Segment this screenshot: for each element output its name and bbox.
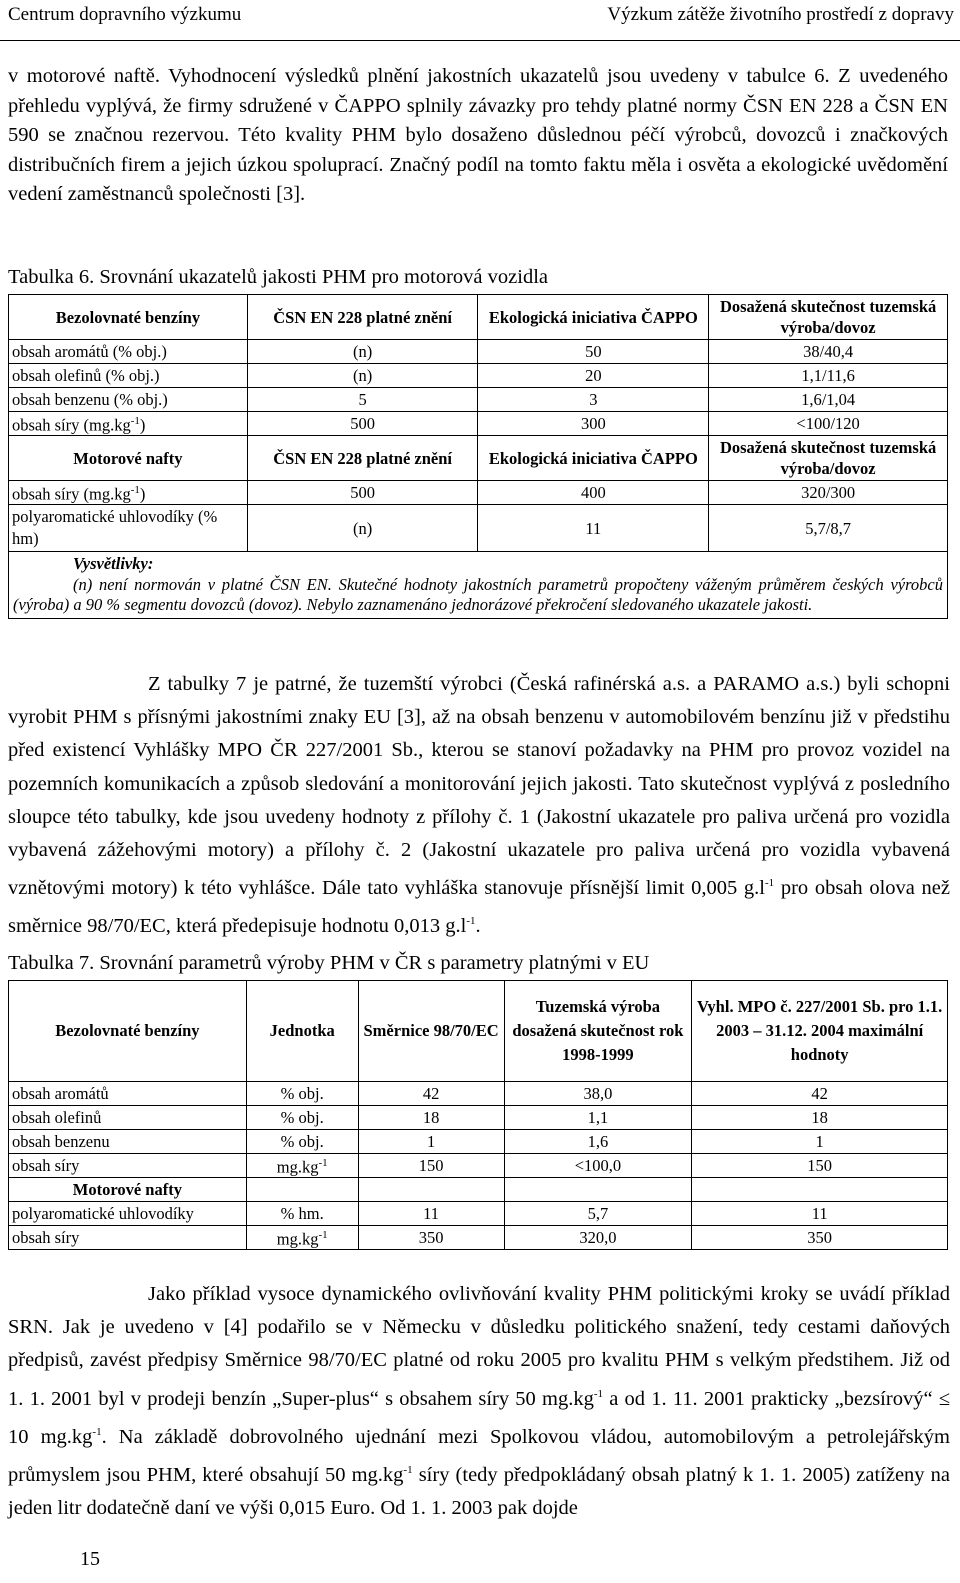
- table-row: [9, 1082, 948, 1106]
- table6-h1-2: Ekologická iniciativa ČAPPO: [478, 295, 709, 340]
- table7-header: [9, 981, 948, 1082]
- header-left: Centrum dopravního výzkumu: [8, 4, 242, 25]
- table-cell: <100/120: [709, 412, 948, 436]
- paragraph-3: [8, 1278, 950, 1525]
- cell-label-close: ): [139, 415, 146, 435]
- table-cell: 50: [478, 340, 709, 364]
- table-cell: obsah olefinů (% obj.): [9, 364, 248, 388]
- table-cell: 5,7: [504, 1202, 692, 1226]
- header-right: Výzkum zátěže životního prostředí z dopravy: [607, 4, 954, 25]
- table-cell: 350: [358, 1226, 504, 1250]
- text-run: .: [475, 915, 481, 938]
- superscript: -1: [318, 1229, 328, 1242]
- table-row: [9, 340, 948, 364]
- table-cell: obsah síry: [9, 1154, 247, 1178]
- text-run: Z tabulky 7 je patrné, že tuzemští výrobci (Česká rafinérská a.s. a PARAMO a.s.) byli schopni vyrobit PHM s přísnými jakostními znaky EU [3], až na obsah benzenu v automobilovém benzínu již v předstihu před existencí Vyhlášky MPO ČR 227/2001 Sb., kterou se stanoví požadavky na PHM pro provoz vozidel na pozemních komunikacích a způsob sledování a monitorování jejich jakosti. Tato skutečnost vyplývá z posledního sloupce této tabulky, kde jsou uvedeny hodnoty z přílohy č. 1 (Jakostní ukazatele pro paliva určená pro vozidla vybavená zážehovými motory) a přílohy č. 2 (Jakostní ukazatele pro paliva určená pro vozidla vybavená vznětovými motory) k této vyhlášce. Dále tato vyhláška stanovuje přísnější limit 0,005 g.l: [8, 673, 950, 900]
- paragraph-2: [8, 668, 950, 943]
- table-cell: 400: [478, 481, 709, 505]
- table-cell: Motorové nafty: [9, 1178, 247, 1202]
- table-cell: 38/40,4: [709, 340, 948, 364]
- table-cell: 1: [358, 1130, 504, 1154]
- table-cell: obsah aromátů (% obj.): [9, 340, 248, 364]
- superscript: -1: [130, 415, 140, 428]
- table-cell: 20: [478, 364, 709, 388]
- table-cell: [9, 552, 948, 619]
- table-row: [9, 1130, 948, 1154]
- table-cell: 42: [358, 1082, 504, 1106]
- table-cell: 1,1/11,6: [709, 364, 948, 388]
- intro-paragraph: v motorové naftě. Vyhodnocení výsledků plnění jakostních ukazatelů jsou uvedeny v tabulce 6. Z uvedeného přehledu vyplývá, že firmy sdružené v ČAPPO splnily závazky pro tehdy platné normy ČSN EN 228 a ČSN EN 590 se značnou rezervou. Této kvality PHM bylo dosaženo důslednou péčí výrobců, dovozců i značkových distribučních firem a jejich úzkou spoluprací. Značný podíl na tomto faktu měla i osvěta a ekologické uvědomění vedení zaměstnanců společnosti [3].: [8, 65, 948, 205]
- table-row: [9, 412, 948, 436]
- superscript: -1: [318, 1157, 328, 1170]
- table-cell: obsah benzenu: [9, 1130, 247, 1154]
- text-run: síry (tedy předpokládaný obsah platný k 1. 1. 2005) zatíženy na jeden litr dodatečně daní ve výši 0,015 Euro. Od 1. 1. 2003 pak dojde: [8, 1463, 951, 1519]
- table7: [8, 980, 948, 1250]
- table-cell: 500: [247, 412, 478, 436]
- table-cell: 150: [358, 1154, 504, 1178]
- table-cell: (n): [247, 364, 478, 388]
- table6-note: [9, 552, 948, 619]
- table-cell: 1: [692, 1130, 948, 1154]
- superscript: -1: [593, 1387, 603, 1400]
- note-title: Vysvětlivky:: [73, 554, 154, 573]
- table-row: [9, 481, 948, 505]
- table-cell: obsah aromátů: [9, 1082, 247, 1106]
- table-cell: [9, 412, 248, 436]
- cell-label-close: ): [139, 484, 146, 504]
- table-cell: Bezolovnaté benzíny: [9, 981, 247, 1082]
- text-run: pro obsah olova než směrnice 98/70/EC, která předepisuje hodnotu 0,013 g.l: [8, 877, 950, 938]
- table-cell: Vyhl. MPO č. 227/2001 Sb. pro 1.1. 2003 – 31.12. 2004 maximální hodnoty: [692, 981, 948, 1082]
- table-cell: 1,1: [504, 1106, 692, 1130]
- table-cell: 38,0: [504, 1082, 692, 1106]
- table6-caption: Tabulka 6. Srovnání ukazatelů jakosti PHM pro motorová vozidla: [8, 266, 548, 288]
- table-cell: 150: [692, 1154, 948, 1178]
- table-cell: [246, 1226, 358, 1250]
- table-cell: 5,7/8,7: [709, 505, 948, 552]
- table6: [8, 294, 948, 619]
- table-cell: Směrnice 98/70/EC: [358, 981, 504, 1082]
- cell-label: obsah síry (mg.kg: [12, 484, 131, 504]
- table-cell: <100,0: [504, 1154, 692, 1178]
- table7-caption: Tabulka 7. Srovnání parametrů výroby PHM v ČR s parametry platnými v EU: [8, 952, 650, 974]
- table6-header-benzines: [9, 295, 948, 340]
- table-cell: % obj.: [246, 1106, 358, 1130]
- table-cell: 320/300: [709, 481, 948, 505]
- table-cell: 1,6: [504, 1130, 692, 1154]
- table-cell: 11: [358, 1202, 504, 1226]
- note-text: (n) není normován v platné ČSN EN. Skutečné hodnoty jakostních parametrů propočteny váženým průměrem českých výrobců (výroba) a 90 % segmentu dovozců (dovoz). Nebylo zaznamenáno jednorázové překročení sledovaného ukazatele jakosti.: [13, 574, 943, 614]
- table6-h2-3: Dosažená skutečnost tuzemská výroba/dovoz: [709, 436, 948, 481]
- table6-h2-1: ČSN EN 228 platné znění: [247, 436, 478, 481]
- table-cell: 11: [478, 505, 709, 552]
- table-cell: obsah benzenu (% obj.): [9, 388, 248, 412]
- table-cell: 500: [247, 481, 478, 505]
- table6-h2-0: Motorové nafty: [9, 436, 248, 481]
- superscript: -1: [466, 915, 476, 928]
- table-cell: 18: [692, 1106, 948, 1130]
- table6-h1-1: ČSN EN 228 platné znění: [247, 295, 478, 340]
- table-cell: 18: [358, 1106, 504, 1130]
- table-cell: obsah olefinů: [9, 1106, 247, 1130]
- table-cell: polyaromatické uhlovodíky (% hm): [9, 505, 248, 552]
- table6-h1-3: Dosažená skutečnost tuzemská výroba/dovoz: [709, 295, 948, 340]
- table-cell: % obj.: [246, 1082, 358, 1106]
- table-cell: (n): [247, 340, 478, 364]
- table-cell: 5: [247, 388, 478, 412]
- table-row: [9, 388, 948, 412]
- table-row: [9, 364, 948, 388]
- superscript: -1: [92, 1425, 102, 1438]
- table-cell: [246, 1178, 358, 1202]
- table-row: [9, 1226, 948, 1250]
- superscript: -1: [403, 1463, 413, 1476]
- page-header: [0, 0, 960, 41]
- table-row: [9, 1106, 948, 1130]
- page-number: 15: [80, 1548, 100, 1570]
- table6-header-diesel: [9, 436, 948, 481]
- table-cell: 3: [478, 388, 709, 412]
- table-cell: 1,6/1,04: [709, 388, 948, 412]
- table-cell: [246, 1154, 358, 1178]
- text-run: a od 1. 11. 2001 prakticky „bezsírový“ ≤ 10 mg.kg: [8, 1387, 950, 1448]
- superscript: -1: [130, 484, 140, 497]
- table-cell: polyaromatické uhlovodíky: [9, 1202, 247, 1226]
- table-cell: 300: [478, 412, 709, 436]
- superscript: -1: [764, 877, 775, 890]
- table-cell: obsah síry: [9, 1226, 247, 1250]
- table-cell: % hm.: [246, 1202, 358, 1226]
- table-cell: 42: [692, 1082, 948, 1106]
- table-cell: Tuzemská výroba dosažená skutečnost rok 1998-1999: [504, 981, 692, 1082]
- unit: mg.kg: [276, 1157, 319, 1177]
- table-cell: Jednotka: [246, 981, 358, 1082]
- table6-h2-2: Ekologická iniciativa ČAPPO: [478, 436, 709, 481]
- table-cell: 11: [692, 1202, 948, 1226]
- table-cell: [9, 481, 248, 505]
- table-row: [9, 1154, 948, 1178]
- text-run: Jako příklad vysoce dynamického ovlivňování kvality PHM politickými kroky se uvádí příklad SRN. Jak je uvedeno v [4] podařilo se v Německu v důsledku politického snažení, tedy cestami daňových předpisů, zavést předpisy Směrnice 98/70/EC platné od roku 2005 pro kvalitu PHM s velkým předstihem. Již od 1. 1. 2001 byl v prodeji benzín „Super-plus“ s obsahem síry 50 mg.kg: [8, 1283, 950, 1410]
- table-cell: [358, 1178, 504, 1202]
- table6-h1-0: Bezolovnaté benzíny: [9, 295, 248, 340]
- table-cell: % obj.: [246, 1130, 358, 1154]
- table-row: [9, 505, 948, 552]
- table-row: [9, 1178, 948, 1202]
- table-cell: [692, 1178, 948, 1202]
- cell-label: obsah síry (mg.kg: [12, 415, 131, 435]
- unit: mg.kg: [276, 1229, 319, 1249]
- table-cell: [504, 1178, 692, 1202]
- table-cell: (n): [247, 505, 478, 552]
- table-cell: 320,0: [504, 1226, 692, 1250]
- table-row: [9, 1202, 948, 1226]
- text-run: . Na základě dobrovolného ujednání mezi Spolkovou vládou, automobilovým a petrolejářským průmyslem jsou PHM, které obsahují 50 mg.kg: [8, 1425, 950, 1486]
- table-cell: 350: [692, 1226, 948, 1250]
